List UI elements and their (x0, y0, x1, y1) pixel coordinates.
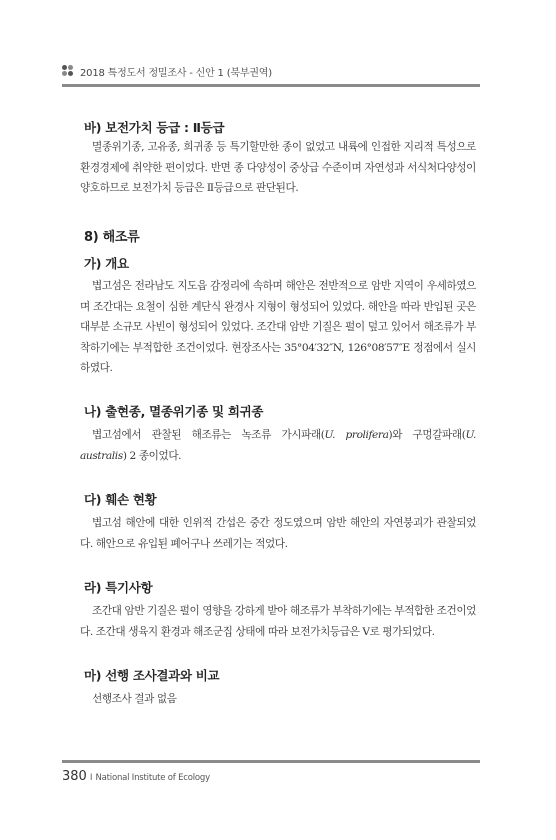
section-heading-ga: 가) 개요 (84, 256, 129, 271)
paragraph-notes: 조간대 암반 기질은 펄이 영향을 강하게 받아 해조류가 부착하기에는 부적합한 조건이었다. 조간대 생육지 환경과 해조군집 상태에 따라 보전가치등급은 Ⅴ로 평가되었다. (80, 605, 476, 638)
header-rule (62, 84, 480, 87)
section-heading-na: 나) 출현종, 멸종위기종 및 희귀종 (84, 404, 264, 419)
paragraph-prior-survey: 선행조사 결과 없음 (92, 693, 177, 705)
header-title: 2018 특정도서 정밀조사 - 신안 1 (북부권역) (80, 67, 272, 79)
species-text-after: ) 2 종이었다. (122, 449, 182, 462)
species-name-1: U. prolifera (324, 429, 389, 441)
page-number: 380 (62, 769, 87, 784)
footer-institute: National Institute of Ecology (95, 773, 210, 783)
footer-rule (62, 760, 480, 763)
logo-icon (62, 65, 74, 77)
section-heading-ma: 마) 선행 조사결과와 비교 (84, 668, 220, 683)
section-heading-ba: 바) 보전가치 등급 : Ⅱ등급 (84, 120, 225, 135)
paragraph-overview: 볍고섬은 전라남도 지도읍 감정리에 속하며 해안은 전반적으로 암반 지역이 우세하였으며 조간대는 요철이 심한 계단식 완경사 지형이 형성되어 있었다. 해안을 따라 반입된 곳은 대부분 소규모 사빈이 형성되어 있었다. 조간대 암반 기질은 펄이 덮고 있어서 해조류가 부착하기에는 부적합한 조건이었다. 현장조사는 35°04′32″N, 126°08′57″E 정점에서 실시하였다. (80, 280, 476, 374)
paragraph-damage: 볍고섬 해안에 대한 인위적 간섭은 중간 정도였으며 암반 해안의 자연붕괴가 관찰되었다. 해안으로 유입된 폐어구나 쓰레기는 적었다. (80, 517, 476, 550)
species-text-before: 볍고섬에서 관찰된 해조류는 녹조류 가시파래( (92, 429, 325, 441)
section-heading-ra: 라) 특기사항 (84, 580, 153, 595)
section-heading-seaweed: 8) 해조류 (84, 230, 140, 245)
section-heading-da: 다) 훼손 현황 (84, 492, 157, 507)
paragraph-conservation-value: 멸종위기종, 고유종, 희귀종 등 특기할만한 종이 없었고 내륙에 인접한 지리적 특성으로 환경경제에 취약한 편이었다. 반면 종 다양성이 중상급 수준이며 자연성과 서식처다양성이 양호하므로 보전가치 등급은 Ⅱ등급으로 판단된다. (80, 141, 476, 194)
page-footer (62, 760, 480, 784)
page-header (62, 62, 480, 87)
species-name-2: U. australis (80, 429, 476, 462)
paragraph-species (80, 425, 476, 466)
species-text-mid: )와 구멍갈파래( (388, 429, 466, 441)
footer-separator: I (89, 773, 93, 783)
